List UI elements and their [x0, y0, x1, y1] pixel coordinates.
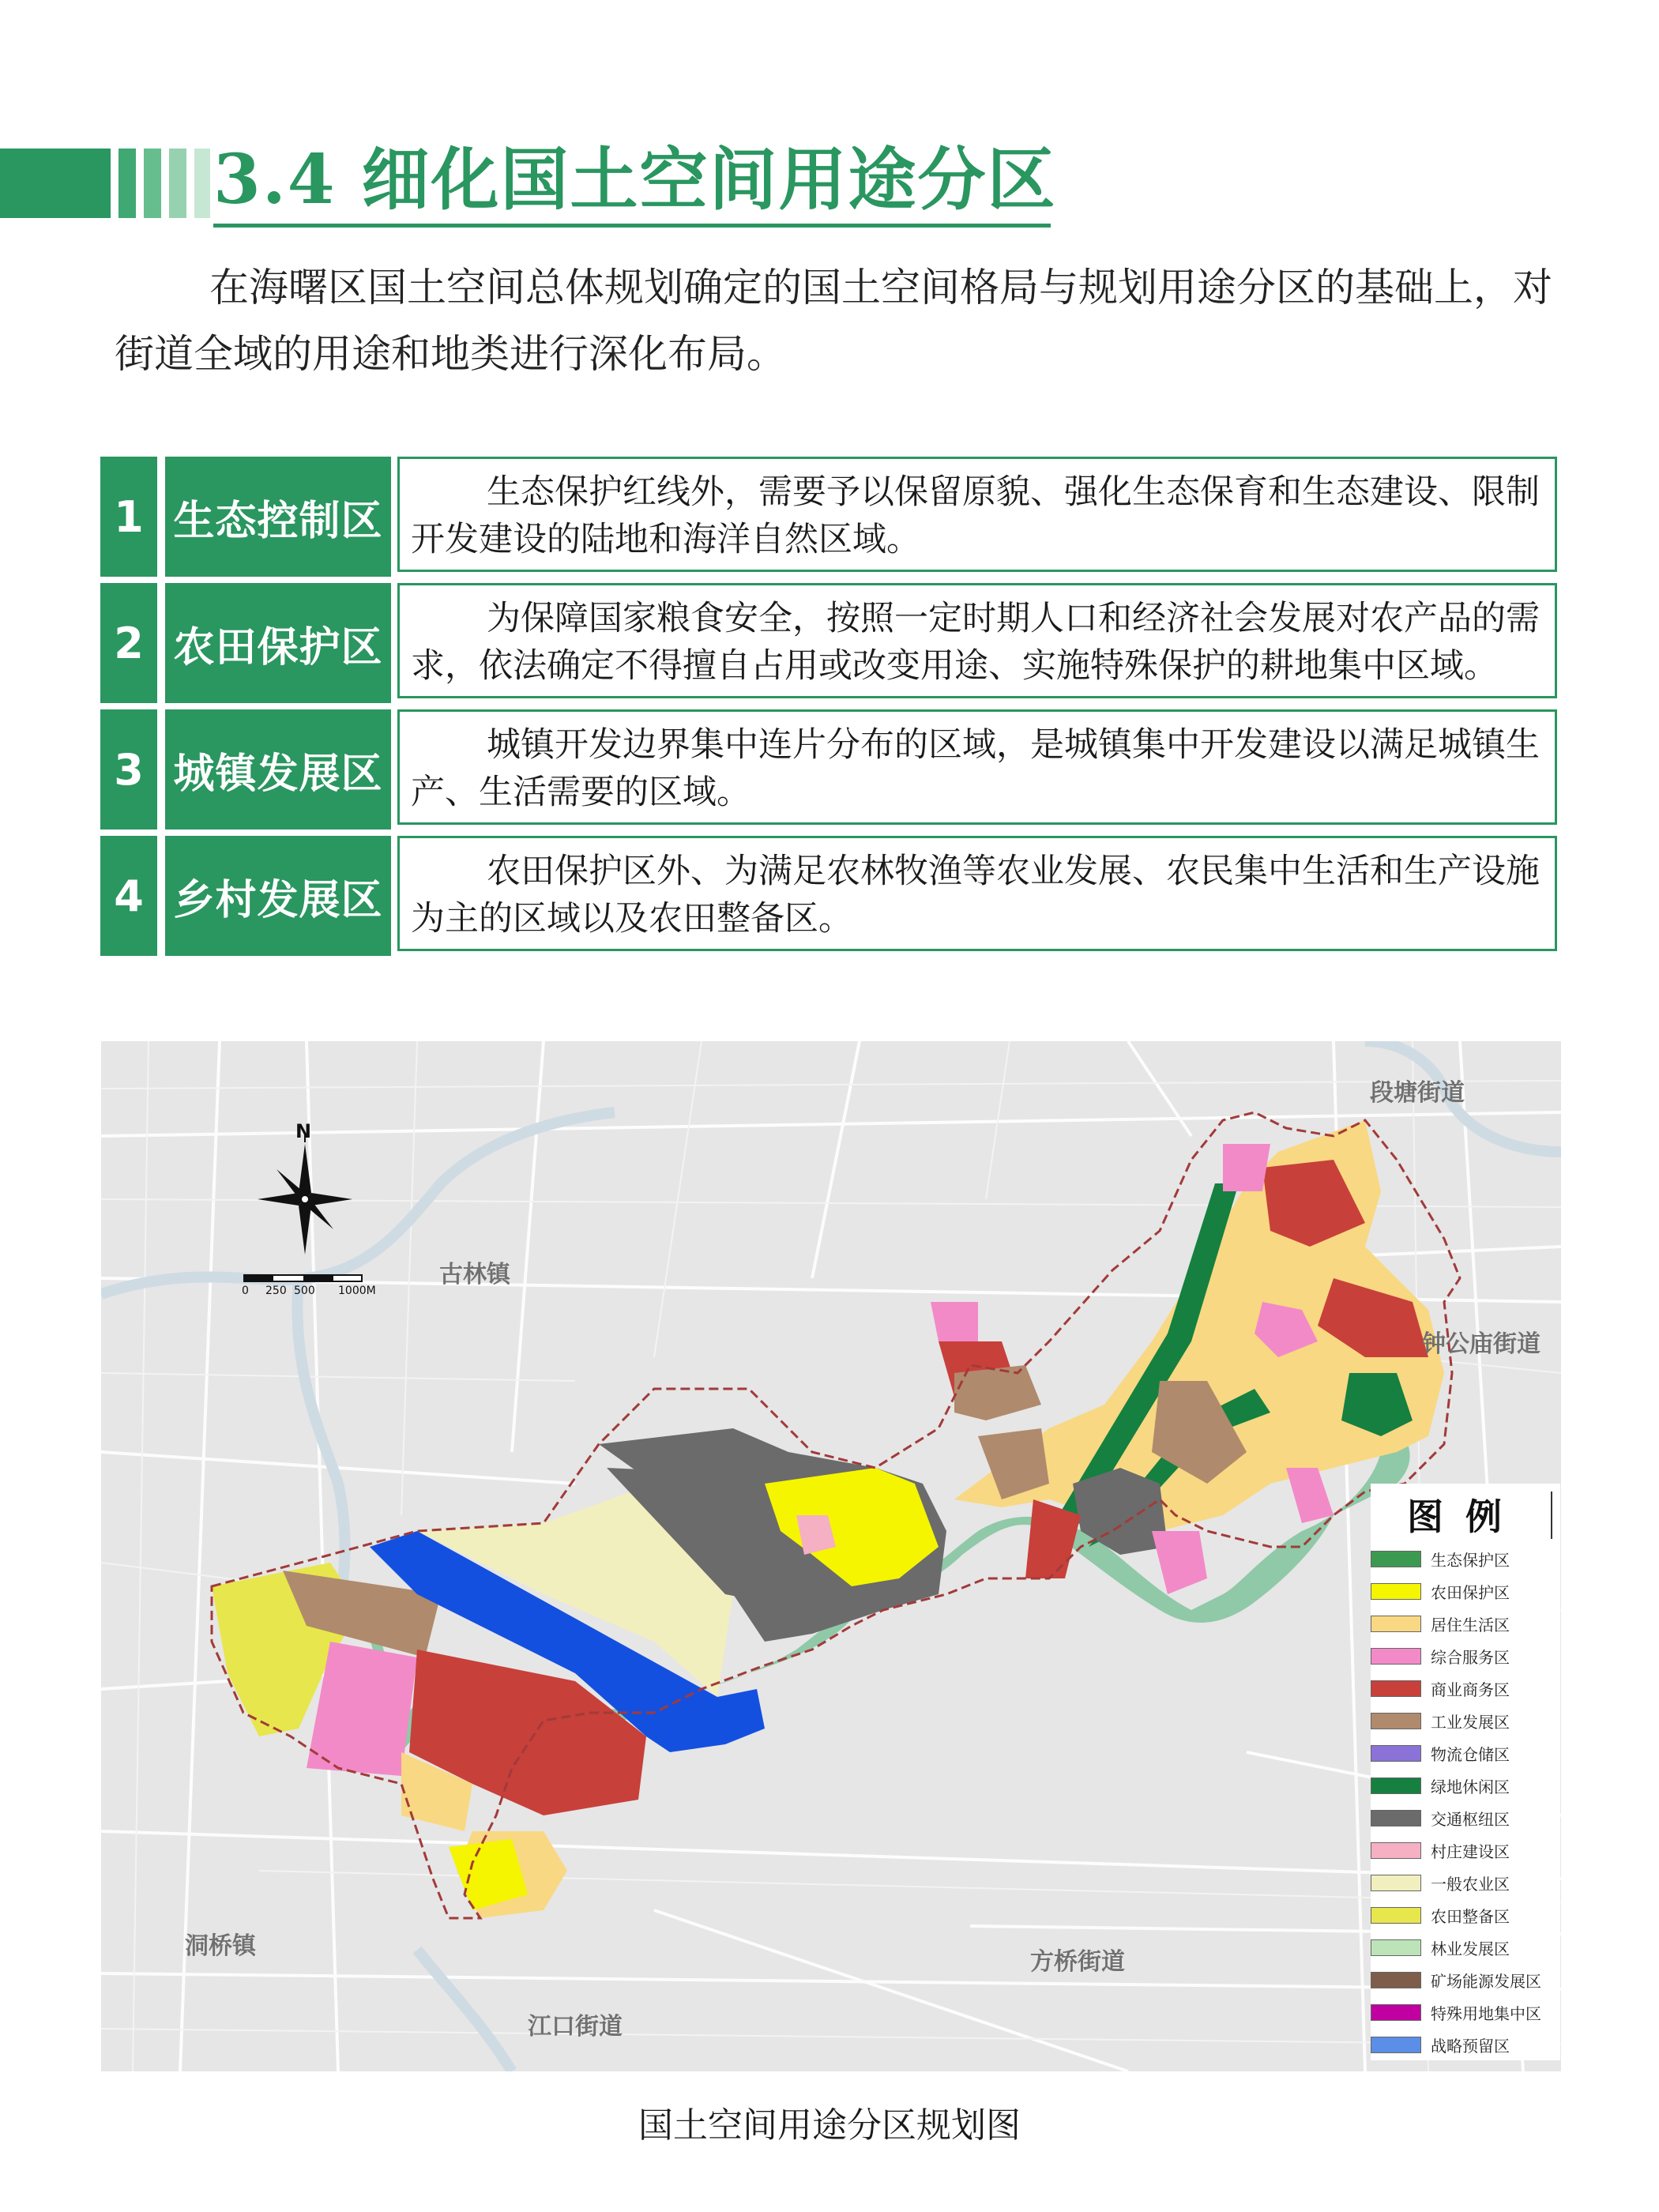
band-stripe	[169, 149, 186, 218]
legend-item	[1371, 1579, 1510, 1603]
legend-swatch	[1371, 2004, 1421, 2021]
scale-label: 250	[265, 1285, 287, 1297]
scale-label: 500	[294, 1285, 315, 1297]
zone-number: 2	[100, 583, 157, 703]
zone-row	[100, 457, 1562, 577]
header-decoration-band	[0, 149, 209, 218]
zone-number: 1	[100, 457, 157, 577]
legend-item	[1371, 1903, 1510, 1927]
zone-name: 生态控制区	[165, 457, 391, 577]
legend-swatch	[1371, 1551, 1421, 1567]
zone-table	[100, 457, 1562, 962]
legend-label: 一般农业区	[1431, 1874, 1510, 1894]
place-label: 古林镇	[439, 1261, 510, 1288]
legend-swatch	[1371, 1778, 1421, 1794]
legend-label: 农田整备区	[1431, 1906, 1510, 1926]
scale-label: 1000M	[338, 1285, 376, 1297]
north-arrow	[242, 1120, 376, 1310]
place-label: 江口街道	[528, 2013, 623, 2041]
zone-description: 为保障国家粮食安全，按照一定时期人口和经济社会发展对农产品的需求，依法确定不得擅自占用或改变用途、实施特殊保护的耕地集中区域。	[397, 583, 1557, 698]
legend-item	[1371, 1838, 1510, 1862]
legend-label: 工业发展区	[1431, 1712, 1510, 1732]
intro-paragraph: 在海曙区国土空间总体规划确定的国土空间格局与规划用途分区的基础上，对街道全域的用途和地类进行深化布局。	[115, 265, 1552, 377]
legend-label: 村庄建设区	[1431, 1841, 1510, 1861]
legend-item	[1371, 2033, 1510, 2056]
legend-swatch	[1371, 1680, 1421, 1697]
legend-swatch	[1371, 1616, 1421, 1632]
legend-label: 交通枢纽区	[1431, 1809, 1510, 1829]
legend-item	[1371, 1644, 1510, 1668]
legend-divider	[1551, 1492, 1552, 1539]
legend-swatch	[1371, 1745, 1421, 1762]
legend-swatch	[1371, 1713, 1421, 1729]
legend-swatch	[1371, 1907, 1421, 1924]
legend-label: 绿地休闲区	[1431, 1777, 1510, 1796]
land-use-map	[101, 1041, 1561, 2071]
zone-row	[100, 836, 1562, 956]
legend-label: 战略预留区	[1431, 2036, 1510, 2056]
map-legend	[1371, 1484, 1560, 2060]
zone-number: 4	[100, 836, 157, 956]
legend-swatch	[1371, 1875, 1421, 1891]
section-title: 3.4 细化国土空间用途分区	[213, 140, 1057, 220]
legend-swatch	[1371, 1939, 1421, 1956]
legend-item	[1371, 1774, 1510, 1797]
patch-service	[1223, 1144, 1270, 1191]
legend-label: 居住生活区	[1431, 1615, 1510, 1635]
legend-label: 矿场能源发展区	[1431, 1971, 1541, 1991]
legend-item	[1371, 1612, 1510, 1635]
place-label: 洞桥镇	[185, 1932, 256, 1960]
legend-label: 农田保护区	[1431, 1582, 1510, 1602]
legend-label: 物流仓储区	[1431, 1744, 1510, 1764]
zone-description: 生态保护红线外，需要予以保留原貌、强化生态保育和生态建设、限制开发建设的陆地和海洋自然区域。	[397, 457, 1557, 572]
legend-label: 综合服务区	[1431, 1647, 1510, 1667]
legend-swatch	[1371, 1972, 1421, 1988]
legend-swatch	[1371, 1583, 1421, 1600]
scale-label: 0	[242, 1285, 249, 1297]
legend-label: 商业商务区	[1431, 1680, 1510, 1699]
legend-label: 特殊用地集中区	[1431, 2003, 1541, 2023]
legend-item	[1371, 1806, 1510, 1830]
zone-description: 城镇开发边界集中连片分布的区域，是城镇集中开发建设以满足城镇生产、生活需要的区域。	[397, 709, 1557, 825]
legend-swatch	[1371, 1648, 1421, 1665]
place-label: 钟公庙街道	[1422, 1330, 1540, 1358]
legend-item	[1371, 1871, 1510, 1894]
compass-icon	[243, 1120, 370, 1310]
legend-item	[1371, 1547, 1510, 1571]
zone-description: 农田保护区外、为满足农林牧渔等农业发展、农民集中生活和生产设施为主的区域以及农田整备区。	[397, 836, 1557, 951]
place-label: 段塘街道	[1370, 1079, 1465, 1107]
place-label: 方桥街道	[1030, 1948, 1125, 1976]
band-stripe	[194, 149, 210, 218]
legend-item	[1371, 1936, 1510, 1959]
legend-item	[1371, 1709, 1510, 1732]
zone-name: 乡村发展区	[165, 836, 391, 956]
zone-number: 3	[100, 709, 157, 830]
legend-title: 图例	[1407, 1495, 1524, 1538]
band-stripe	[0, 149, 111, 218]
band-stripe	[118, 149, 136, 218]
legend-item	[1371, 2000, 1541, 2024]
legend-swatch	[1371, 2037, 1421, 2053]
legend-item	[1371, 1676, 1510, 1700]
legend-swatch	[1371, 1810, 1421, 1826]
legend-swatch	[1371, 1842, 1421, 1859]
band-stripe	[144, 149, 161, 218]
title-underline	[213, 224, 1051, 228]
zone-name: 城镇发展区	[165, 709, 391, 830]
legend-label: 林业发展区	[1431, 1939, 1510, 1958]
zone-row	[100, 709, 1562, 830]
patch-service	[931, 1302, 978, 1341]
legend-label: 生态保护区	[1431, 1550, 1510, 1570]
map-caption: 国土空间用途分区规划图	[638, 2105, 1021, 2146]
zone-row	[100, 583, 1562, 703]
legend-item	[1371, 1741, 1510, 1765]
zone-name: 农田保护区	[165, 583, 391, 703]
north-label: N	[295, 1120, 312, 1142]
legend-item	[1371, 1968, 1541, 1992]
